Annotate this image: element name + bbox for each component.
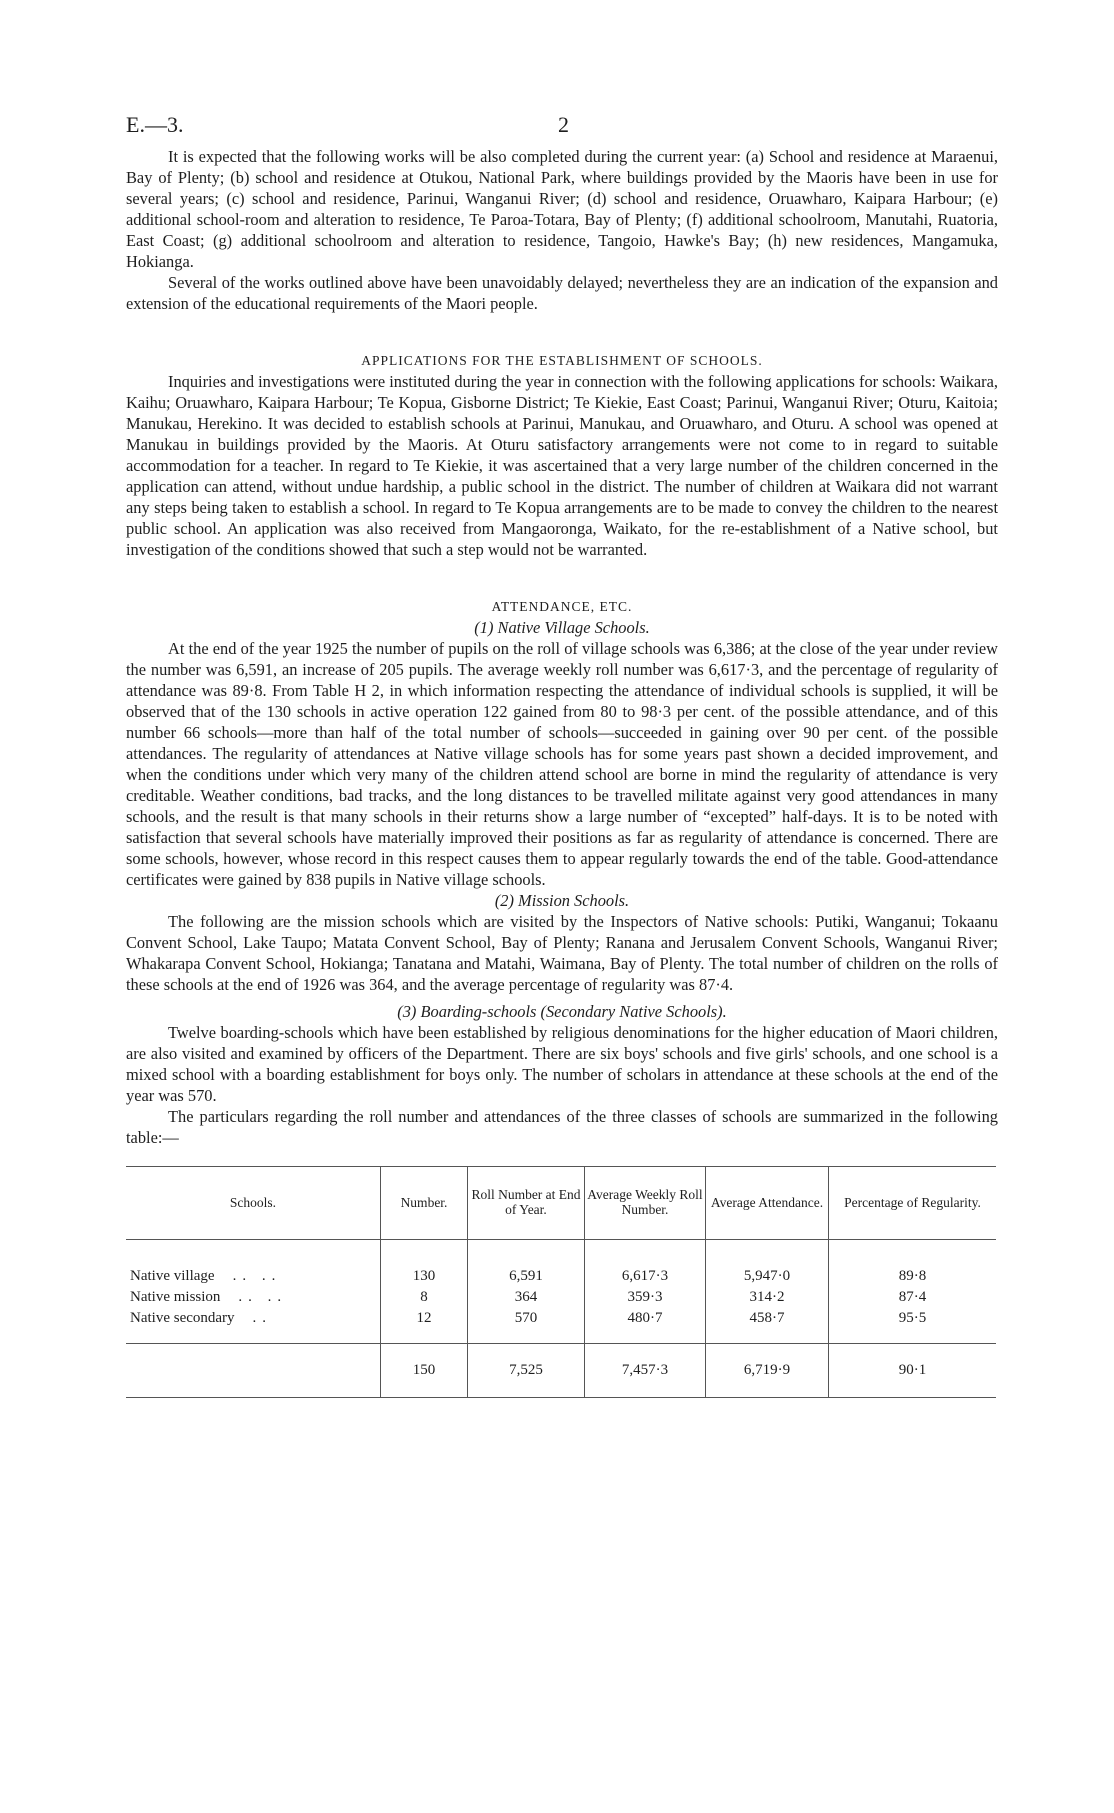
section-heading-applications: APPLICATIONS FOR THE ESTABLISHMENT OF SCHOOLS. <box>361 353 763 368</box>
cell-weekly: 480·7 <box>585 1308 706 1344</box>
attendance-summary-table <box>126 1166 996 1398</box>
column-header-attendance: Average Attendance. <box>706 1167 829 1240</box>
page-header <box>126 112 998 146</box>
column-header-schools: Schools. <box>126 1167 381 1240</box>
subheading-boarding-schools: (3) Boarding-schools (Secondary Native Schools). <box>397 1002 727 1021</box>
cell-regularity: 89·8 <box>829 1240 997 1288</box>
row-label: Native mission <box>130 1289 221 1305</box>
document-reference: E.—3. <box>126 112 184 137</box>
section-heading-attendance: ATTENDANCE, ETC. <box>491 599 633 614</box>
boarding-schools-paragraph: Twelve boarding-schools which have been established by religious denominations for the higher education of Maori children, are also visited and examined by officers of the Department. There are six boys' schools and five girls' schools, and one school is a mixed school with a boarding establishment for boys only. The number of scholars in attendance at these schools at the end of the year was 570. <box>126 1023 998 1105</box>
village-schools-paragraph: At the end of the year 1925 the number of pupils on the roll of village schools was 6,386; at the close of the year under review the number was 6,591, an increase of 205 pupils. The average weekly roll number was 6,617·3, and the percentage of regularity of attendance was 89·8. From Table H 2, in which information respecting the attendance of individual schools is supplied, it will be observed that of the 130 schools in active operation 122 gained from 80 to 98·3 per cent. of the possible attendance, and of this number 66 schools—more than half of the total number of schools—succeeded in gaining over 90 per cent. of the possible attendances. The regularity of attendances at Native village schools has for some years past shown a decided improvement, and when the conditions under which very many of the children attend school are borne in mind the regularity of attendance is very creditable. Weather conditions, bad tracks, and the long distances to be travelled militate against very good attendances in many schools, and the result is that many schools in their returns show a large number of “excepted” half-days. It is to be noted with satisfaction that several schools have materially improved their positions as far as regularity of attendance is concerned. There are some schools, however, whose record in this respect causes them to appear regularly towards the end of the table. Good-attendance certificates were gained by 838 pupils in Native village schools. <box>126 639 998 889</box>
table-header-row <box>126 1167 996 1240</box>
column-header-weekly: Average Weekly Roll Number. <box>585 1167 706 1240</box>
total-attendance: 6,719·9 <box>706 1344 829 1398</box>
cell-weekly: 6,617·3 <box>585 1240 706 1288</box>
cell-roll: 364 <box>468 1287 585 1308</box>
total-roll: 7,525 <box>468 1344 585 1398</box>
column-header-regularity: Percentage of Regularity. <box>829 1167 997 1240</box>
table-row: Native secondary .. 12 570 480·7 458·7 95·5 <box>126 1308 996 1344</box>
page-number: 2 <box>558 112 569 137</box>
table-row: Native mission .. .. 8 364 359·3 314·2 87·4 <box>126 1287 996 1308</box>
subheading-village-schools: (1) Native Village Schools. <box>474 618 650 637</box>
total-regularity: 90·1 <box>829 1344 997 1398</box>
column-header-number: Number. <box>381 1167 468 1240</box>
total-label <box>126 1344 381 1398</box>
total-number: 150 <box>381 1344 468 1398</box>
intro-paragraph-delays: Several of the works outlined above have been unavoidably delayed; nevertheless they are an indication of the expansion and extension of the educational requirements of the Maori people. <box>126 273 998 313</box>
table-row: Native village .. .. 130 6,591 6,617·3 5,947·0 89·8 <box>126 1240 996 1288</box>
table-total-row <box>126 1344 996 1398</box>
cell-roll: 6,591 <box>468 1240 585 1288</box>
column-header-roll: Roll Number at End of Year. <box>468 1167 585 1240</box>
row-label: Native village <box>130 1268 215 1284</box>
total-weekly: 7,457·3 <box>585 1344 706 1398</box>
intro-paragraph-works: It is expected that the following works will be also completed during the current year: (a) School and residence at Maraenui, Bay of Plenty; (b) school and residence at Otukou, National Park, where buildings provided by the Maoris have been in use for several years; (c) school and residence, Parinui, Wanganui River; (d) school and residence, Oruawharo, Kaipara Harbour; (e) additional school-room and alteration to residence, Te Paroa-Totara, Bay of Plenty; (f) additional schoolroom, Manutahi, Ruatoria, East Coast; (g) additional schoolroom and alteration to residence, Tangoio, Hawke's Bay; (h) new residences, Mangamuka, Hokianga. <box>126 147 998 271</box>
cell-regularity: 95·5 <box>829 1308 997 1344</box>
cell-number: 130 <box>381 1240 468 1288</box>
row-label: Native secondary <box>130 1310 235 1326</box>
table-intro-paragraph: The particulars regarding the roll number and attendances of the three classes of schools are summarized in the following table:— <box>126 1107 998 1147</box>
cell-number: 8 <box>381 1287 468 1308</box>
mission-schools-paragraph: The following are the mission schools which are visited by the Inspectors of Native schools: Putiki, Wanganui; Tokaanu Convent School, Lake Taupo; Matata Convent School, Bay of Plenty; Ranana and Jerusalem Convent Schools, Wanganui River; Whakarapa Convent School, Hokianga; Tanatana and Matahi, Waimana, Bay of Plenty. The total number of children on the rolls of these schools at the end of 1926 was 364, and the average percentage of regularity was 87·4. <box>126 912 998 994</box>
applications-paragraph: Inquiries and investigations were instituted during the year in connection with the following applications for schools: Waikara, Kaihu; Oruawharo, Kaipara Harbour; Te Kopua, Gisborne District; Te Kiekie, East Coast; Parinui, Wanganui River; Oturu, Kaitoia; Manukau, Herekino. It was decided to establish schools at Parinui, Manukau, and Oruawharo, and Oturu. A school was opened at Manukau in buildings provided by the Maoris. At Oturu satisfactory arrangements were not come to in regard to suitable accommodation for a teacher. In regard to Te Kiekie, it was ascertained that a very large number of the children concerned in the application can attend, without undue hardship, a public school in the district. The number of children at Waikara did not warrant any steps being taken to establish a school. In regard to Te Kopua arrangements are to be made to convey the children to the nearest public school. An application was also received from Mangaoronga, Waikato, for the re-establishment of a Native school, but investigation of the conditions showed that such a step would not be warranted. <box>126 372 999 559</box>
subheading-mission-schools: (2) Mission Schools. <box>494 891 630 910</box>
cell-attendance: 314·2 <box>706 1287 829 1308</box>
cell-weekly: 359·3 <box>585 1287 706 1308</box>
cell-number: 12 <box>381 1308 468 1344</box>
cell-roll: 570 <box>468 1308 585 1344</box>
cell-regularity: 87·4 <box>829 1287 997 1308</box>
cell-attendance: 5,947·0 <box>706 1240 829 1288</box>
cell-attendance: 458·7 <box>706 1308 829 1344</box>
